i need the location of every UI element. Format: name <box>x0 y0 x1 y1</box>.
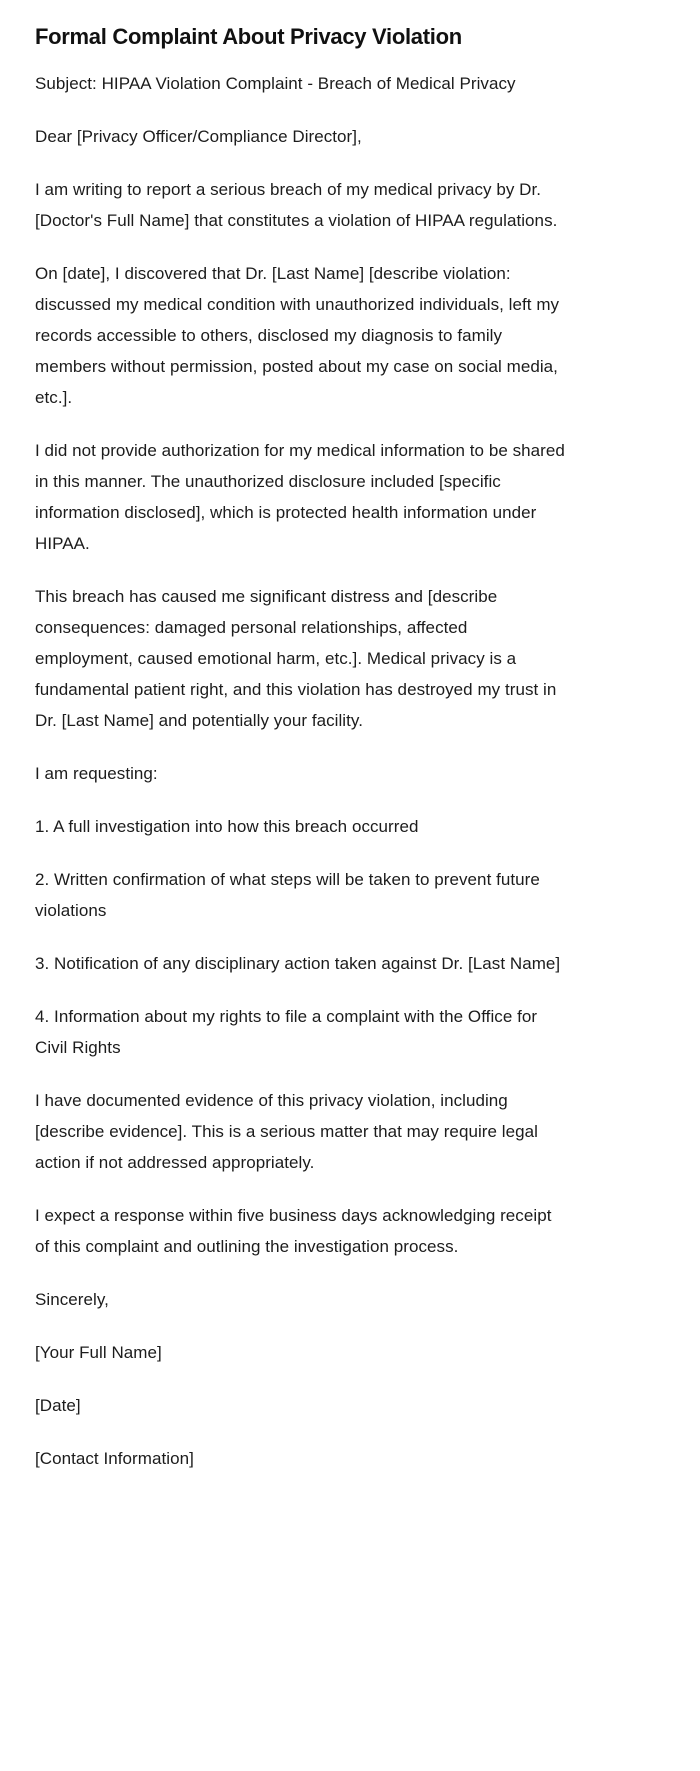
body-paragraph-4: This breach has caused me significant distress and [describe consequences: damaged personal relationships, affected employment, caused emotional harm, etc.]. Medical privacy is a fundamental patient right, and this violation has destroyed my trust in Dr. [Last Name] and potentially your facility. <box>35 587 557 730</box>
signoff: Sincerely, <box>35 1290 109 1309</box>
request-item-3: 3. Notification of any disciplinary action taken against Dr. [Last Name] <box>35 954 561 973</box>
body-paragraph-3: I did not provide authorization for my medical information to be shared in this manner. The unauthorized disclosure included [specific information disclosed], which is protected health information under HIPAA. <box>35 441 565 553</box>
subject-line: Subject: HIPAA Violation Complaint - Breach of Medical Privacy <box>35 74 516 93</box>
request-item-1: 1. A full investigation into how this breach occurred <box>35 817 419 836</box>
signature-date: [Date] <box>35 1396 81 1415</box>
salutation: Dear [Privacy Officer/Compliance Director], <box>35 127 362 146</box>
signature-contact: [Contact Information] <box>35 1449 194 1468</box>
request-item-4: 4. Information about my rights to file a complaint with the Office for Civil Rights <box>35 1007 538 1057</box>
page-title: Formal Complaint About Privacy Violation <box>35 24 462 49</box>
body-paragraph-1: I am writing to report a serious breach of my medical privacy by Dr. [Doctor's Full Name] that constitutes a violation of HIPAA regulations. <box>35 180 558 230</box>
request-item-2: 2. Written confirmation of what steps will be taken to prevent future violations <box>35 870 540 920</box>
requests-intro: I am requesting: <box>35 764 158 783</box>
body-paragraph-2: On [date], I discovered that Dr. [Last Name] [describe violation: discussed my medical condition with unauthorized individuals, left my records accessible to others, disclosed my diagnosis to family members without permission, posted about my case on social media, etc.]. <box>35 264 560 407</box>
response-expectation-paragraph: I expect a response within five business days acknowledging receipt of this complaint and outlining the investigation process. <box>35 1206 552 1256</box>
evidence-paragraph: I have documented evidence of this privacy violation, including [describe evidence]. This is a serious matter that may require legal action if not addressed appropriately. <box>35 1091 538 1172</box>
signature-name: [Your Full Name] <box>35 1343 162 1362</box>
